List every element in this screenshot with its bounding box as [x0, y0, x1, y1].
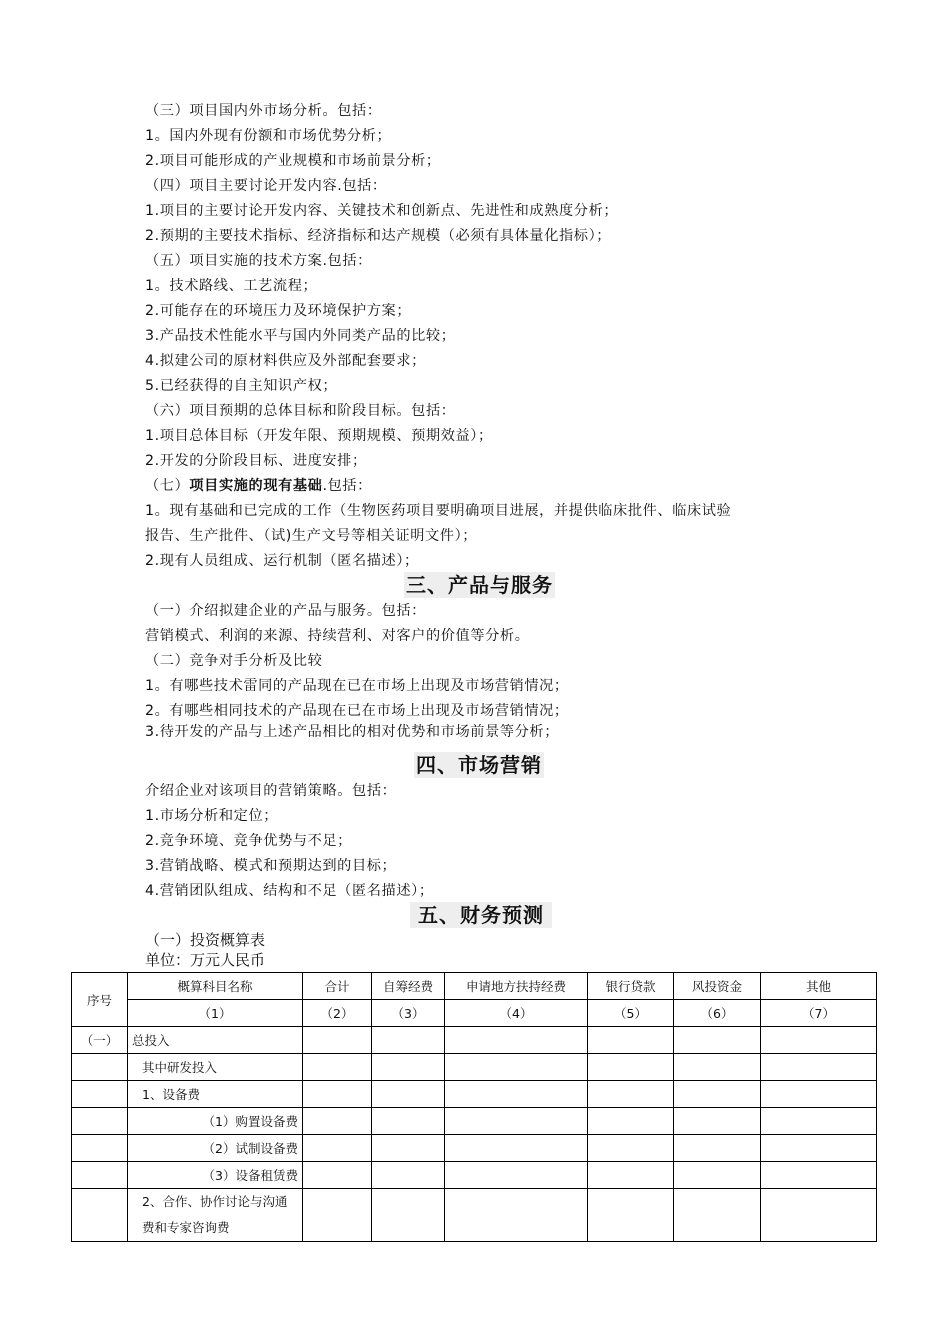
seq-cell [72, 1054, 128, 1081]
text-line: （四）项目主要讨论开发内容.包括： [145, 178, 387, 194]
number-cell: （7） [761, 1000, 877, 1027]
text-line: 2.预期的主要技术指标、经济指标和达产规模（必须有具体量化指标）； [145, 228, 612, 244]
text-line: 2.项目可能形成的产业规模和市场前景分析； [145, 153, 441, 169]
seq-cell [72, 1135, 128, 1162]
table-row [72, 1162, 877, 1189]
text-line: 1。国内外现有份额和市场优势分析； [145, 128, 392, 144]
value-cell[interactable] [445, 1108, 588, 1135]
number-cell: （6） [674, 1000, 761, 1027]
number-cell: （3） [372, 1000, 445, 1027]
value-cell[interactable] [303, 1162, 372, 1189]
value-cell[interactable] [303, 1027, 372, 1054]
value-cell[interactable] [588, 1027, 674, 1054]
unit-label: 单位：万元人民币 [145, 951, 266, 969]
value-cell[interactable] [303, 1054, 372, 1081]
table-row [72, 1189, 877, 1242]
value-cell[interactable] [588, 1081, 674, 1108]
value-cell[interactable] [445, 1081, 588, 1108]
text-line: 4.营销团队组成、结构和不足（匿名描述）； [145, 883, 434, 899]
value-cell[interactable] [372, 1027, 445, 1054]
value-cell[interactable] [445, 1027, 588, 1054]
text-line: 2.竞争环境、竞争优势与不足； [145, 833, 352, 849]
text-line: 1。现有基础和已完成的工作（生物医药项目要明确项目进展，并提供临床批件、临床试验 [145, 503, 732, 519]
value-cell[interactable] [303, 1081, 372, 1108]
value-cell[interactable] [674, 1054, 761, 1081]
item-cell: （3）设备租赁费 [128, 1162, 303, 1189]
seq-cell: （一） [72, 1027, 128, 1054]
section-7-prefix: （七） [145, 478, 190, 494]
text-line: 2.开发的分阶段目标、进度安排； [145, 453, 367, 469]
value-cell[interactable] [588, 1189, 674, 1242]
value-cell[interactable] [674, 1135, 761, 1162]
value-cell[interactable] [372, 1162, 445, 1189]
text-line: 2.现有人员组成、运行机制（匿名描述）； [145, 553, 419, 569]
value-cell[interactable] [445, 1135, 588, 1162]
value-cell[interactable] [761, 1135, 877, 1162]
value-cell[interactable] [761, 1027, 877, 1054]
text-line: 3.营销战略、模式和预期达到的目标； [145, 858, 397, 874]
seq-cell [72, 1081, 128, 1108]
value-cell[interactable] [372, 1054, 445, 1081]
value-cell[interactable] [761, 1054, 877, 1081]
text-line: 1.项目的主要讨论开发内容、关键技术和创新点、先进性和成熟度分析； [145, 203, 619, 219]
text-line: 1。技术路线、工艺流程； [145, 278, 318, 294]
value-cell[interactable] [303, 1135, 372, 1162]
header-cell: 申请地方扶持经费 [445, 973, 588, 1000]
header-cell: 序号 [72, 973, 128, 1027]
value-cell[interactable] [674, 1108, 761, 1135]
text-line: 介绍企业对该项目的营销策略。包括： [145, 783, 397, 799]
value-cell[interactable] [588, 1054, 674, 1081]
text-line: （五）项目实施的技术方案.包括： [145, 253, 372, 269]
seq-cell [72, 1189, 128, 1242]
table-number-row [72, 1000, 877, 1027]
value-cell[interactable] [588, 1162, 674, 1189]
text-line: 3.产品技术性能水平与国内外同类产品的比较； [145, 328, 456, 344]
text-line: （一）介绍拟建企业的产品与服务。包括： [145, 603, 426, 619]
section-7-title [145, 475, 372, 497]
table-header-row [72, 973, 877, 1000]
value-cell[interactable] [372, 1081, 445, 1108]
number-cell: （2） [303, 1000, 372, 1027]
text-line: 2.可能存在的环境压力及环境保护方案； [145, 303, 412, 319]
value-cell[interactable] [761, 1108, 877, 1135]
table-row [72, 1135, 877, 1162]
value-cell[interactable] [761, 1081, 877, 1108]
text-line: 1。有哪些技术雷同的产品现在已在市场上出现及市场营销情况； [145, 678, 569, 694]
section-7-suffix: .包括： [322, 478, 372, 494]
item-cell: 1、设备费 [128, 1081, 303, 1108]
header-cell: 自筹经费 [372, 973, 445, 1000]
section-7-bold: 项目实施的现有基础 [189, 478, 323, 494]
value-cell[interactable] [303, 1189, 372, 1242]
section-heading-marketing: 四、市场营销 [416, 753, 542, 777]
text-line: （三）项目国内外市场分析。包括： [145, 103, 382, 119]
item-cell: 总投入 [128, 1027, 303, 1054]
number-cell: （5） [588, 1000, 674, 1027]
text-line: 3.待开发的产品与上述产品相比的相对优势和市场前景等分析； [145, 724, 560, 740]
header-cell: 银行贷款 [588, 973, 674, 1000]
text-line: 2。有哪些相同技术的产品现在已在市场上出现及市场营销情况； [145, 703, 569, 719]
item-cell: 其中研发投入 [128, 1054, 303, 1081]
investment-budget-table [71, 972, 877, 1242]
section-heading-products: 三、产品与服务 [406, 573, 553, 597]
subsection-title: （一）投资概算表 [145, 931, 266, 949]
table-row [72, 1027, 877, 1054]
text-line: 报告、生产批件、（试)生产文号等相关证明文件）； [145, 528, 478, 544]
item-cell: （1）购置设备费 [128, 1108, 303, 1135]
value-cell[interactable] [372, 1135, 445, 1162]
text-line: （二）竞争对手分析及比较 [145, 653, 323, 669]
value-cell[interactable] [303, 1108, 372, 1135]
table-row [72, 1054, 877, 1081]
text-line: 4.拟建公司的原材料供应及外部配套要求； [145, 353, 426, 369]
section-heading-finance: 五、财务预测 [410, 902, 552, 928]
value-cell[interactable] [761, 1189, 877, 1242]
seq-cell [72, 1108, 128, 1135]
header-cell: 概算科目名称 [128, 973, 303, 1000]
item-cell: （2）试制设备费 [128, 1135, 303, 1162]
header-cell: 其他 [761, 973, 877, 1000]
seq-cell [72, 1162, 128, 1189]
value-cell[interactable] [372, 1108, 445, 1135]
value-cell[interactable] [445, 1162, 588, 1189]
table-row [72, 1108, 877, 1135]
value-cell[interactable] [674, 1162, 761, 1189]
value-cell[interactable] [674, 1081, 761, 1108]
value-cell[interactable] [761, 1162, 877, 1189]
header-cell: 风投资金 [674, 973, 761, 1000]
item-cell: 2、合作、协作讨论与沟通费和专家咨询费 [128, 1189, 303, 1242]
text-line: 营销模式、利润的来源、持续营利、对客户的价值等分析。 [145, 628, 530, 644]
header-cell: 合计 [303, 973, 372, 1000]
value-cell[interactable] [588, 1135, 674, 1162]
text-line: （六）项目预期的总体目标和阶段目标。包括： [145, 403, 456, 419]
value-cell[interactable] [674, 1189, 761, 1242]
number-cell: （1） [128, 1000, 303, 1027]
text-line: 1.项目总体目标（开发年限、预期规模、预期效益）； [145, 428, 493, 444]
table-row [72, 1081, 877, 1108]
value-cell[interactable] [372, 1189, 445, 1242]
text-line: 1.市场分析和定位； [145, 808, 279, 824]
value-cell[interactable] [445, 1189, 588, 1242]
value-cell[interactable] [445, 1054, 588, 1081]
value-cell[interactable] [588, 1108, 674, 1135]
number-cell: （4） [445, 1000, 588, 1027]
value-cell[interactable] [674, 1027, 761, 1054]
text-line: 5.已经获得的自主知识产权； [145, 378, 338, 394]
